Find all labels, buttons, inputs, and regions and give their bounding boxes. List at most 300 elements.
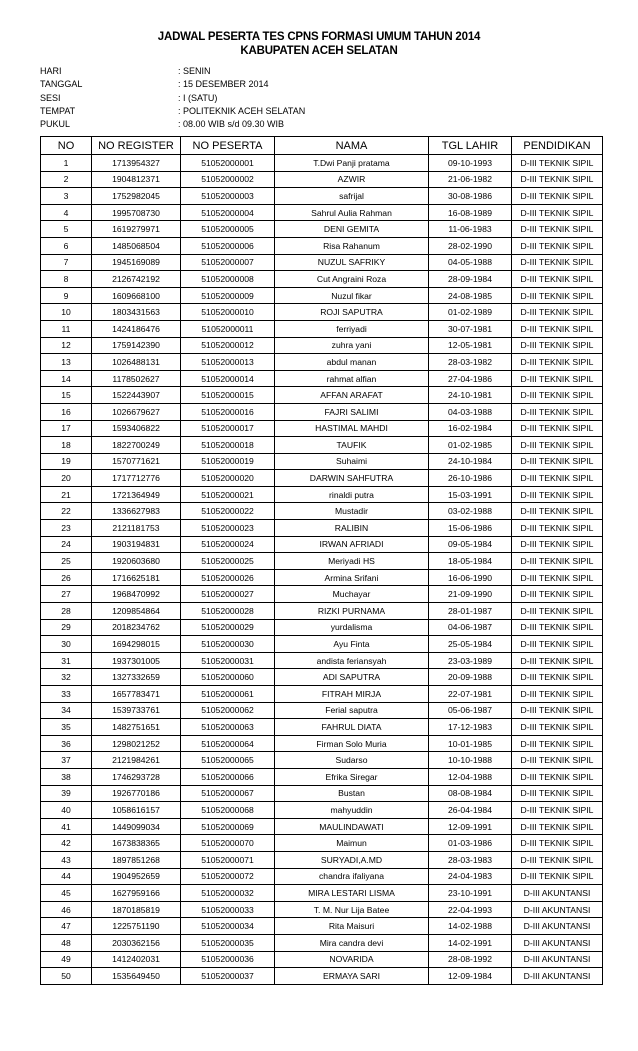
cell-pendidikan: D-III TEKNIK SIPIL <box>512 271 603 288</box>
cell-no-peserta: 51052000069 <box>181 818 275 835</box>
cell-no-register: 1673838365 <box>92 835 181 852</box>
cell-no: 19 <box>41 453 92 470</box>
cell-no: 42 <box>41 835 92 852</box>
cell-pendidikan: D-III TEKNIK SIPIL <box>512 586 603 603</box>
cell-tgl-lahir: 17-12-1983 <box>429 719 512 736</box>
table-row <box>41 901 603 918</box>
cell-tgl-lahir: 01-02-1985 <box>429 437 512 454</box>
column-header-pendidikan: PENDIDIKAN <box>512 137 603 155</box>
cell-no: 40 <box>41 802 92 819</box>
cell-no-register: 1570771621 <box>92 453 181 470</box>
table-row <box>41 337 603 354</box>
table-row <box>41 553 603 570</box>
cell-nama: DENI GEMITA <box>275 221 429 238</box>
table-row <box>41 603 603 620</box>
cell-no: 12 <box>41 337 92 354</box>
cell-no: 15 <box>41 387 92 404</box>
column-header-nama: NAMA <box>275 137 429 155</box>
info-value: : I (SATU) <box>178 92 218 103</box>
cell-nama: RIZKI PURNAMA <box>275 603 429 620</box>
cell-no-peserta: 51052000024 <box>181 536 275 553</box>
cell-pendidikan: D-III TEKNIK SIPIL <box>512 221 603 238</box>
cell-pendidikan: D-III TEKNIK SIPIL <box>512 370 603 387</box>
cell-tgl-lahir: 28-08-1992 <box>429 951 512 968</box>
cell-tgl-lahir: 16-08-1989 <box>429 204 512 221</box>
table-row <box>41 719 603 736</box>
cell-nama: ROJI SAPUTRA <box>275 304 429 321</box>
cell-no-register: 1968470992 <box>92 586 181 603</box>
cell-tgl-lahir: 22-04-1993 <box>429 901 512 918</box>
cell-no-register: 1926770186 <box>92 785 181 802</box>
cell-pendidikan: D-III TEKNIK SIPIL <box>512 403 603 420</box>
table-row <box>41 420 603 437</box>
cell-no-register: 1746293728 <box>92 768 181 785</box>
cell-nama: NOVARIDA <box>275 951 429 968</box>
cell-no-register: 1026679627 <box>92 403 181 420</box>
cell-no-register: 1937301005 <box>92 652 181 669</box>
cell-nama: safrijal <box>275 188 429 205</box>
cell-nama: Sudarso <box>275 752 429 769</box>
cell-nama: Rita Maisuri <box>275 918 429 935</box>
cell-no: 43 <box>41 851 92 868</box>
table-row <box>41 934 603 951</box>
cell-pendidikan: D-III TEKNIK SIPIL <box>512 354 603 371</box>
table-row <box>41 569 603 586</box>
cell-pendidikan: D-III AKUNTANSI <box>512 885 603 902</box>
cell-no-peserta: 51052000033 <box>181 901 275 918</box>
cell-no: 24 <box>41 536 92 553</box>
cell-no: 9 <box>41 287 92 304</box>
info-value: : 15 DESEMBER 2014 <box>178 79 269 90</box>
cell-no-peserta: 51052000019 <box>181 453 275 470</box>
cell-tgl-lahir: 15-03-1991 <box>429 486 512 503</box>
cell-no-peserta: 51052000021 <box>181 486 275 503</box>
cell-no-register: 1485068504 <box>92 237 181 254</box>
cell-no-peserta: 51052000001 <box>181 155 275 172</box>
cell-no-peserta: 51052000017 <box>181 420 275 437</box>
cell-pendidikan: D-III TEKNIK SIPIL <box>512 652 603 669</box>
cell-pendidikan: D-III TEKNIK SIPIL <box>512 851 603 868</box>
info-row <box>40 92 305 105</box>
table-row <box>41 619 603 636</box>
cell-pendidikan: D-III TEKNIK SIPIL <box>512 437 603 454</box>
cell-no: 8 <box>41 271 92 288</box>
cell-nama: Firman Solo Muria <box>275 735 429 752</box>
cell-nama: ferriyadi <box>275 320 429 337</box>
table-row <box>41 204 603 221</box>
cell-tgl-lahir: 14-02-1991 <box>429 934 512 951</box>
cell-no: 32 <box>41 669 92 686</box>
cell-tgl-lahir: 16-02-1984 <box>429 420 512 437</box>
cell-nama: Ayu Finta <box>275 636 429 653</box>
cell-tgl-lahir: 30-07-1981 <box>429 320 512 337</box>
cell-no: 33 <box>41 686 92 703</box>
table-row <box>41 652 603 669</box>
info-label: HARI <box>40 66 62 76</box>
column-header-no-register: NO REGISTER <box>92 137 181 155</box>
cell-tgl-lahir: 08-08-1984 <box>429 785 512 802</box>
cell-no-peserta: 51052000028 <box>181 603 275 620</box>
cell-pendidikan: D-III TEKNIK SIPIL <box>512 171 603 188</box>
cell-tgl-lahir: 09-10-1993 <box>429 155 512 172</box>
cell-no-peserta: 51052000005 <box>181 221 275 238</box>
table-row <box>41 968 603 985</box>
cell-tgl-lahir: 28-03-1983 <box>429 851 512 868</box>
cell-tgl-lahir: 01-03-1986 <box>429 835 512 852</box>
cell-no-register: 1945169089 <box>92 254 181 271</box>
cell-tgl-lahir: 01-02-1989 <box>429 304 512 321</box>
cell-tgl-lahir: 18-05-1984 <box>429 553 512 570</box>
cell-pendidikan: D-III AKUNTANSI <box>512 918 603 935</box>
table-row <box>41 437 603 454</box>
cell-pendidikan: D-III TEKNIK SIPIL <box>512 520 603 537</box>
cell-tgl-lahir: 10-01-1985 <box>429 735 512 752</box>
cell-nama: T.Dwi Panji pratama <box>275 155 429 172</box>
cell-pendidikan: D-III TEKNIK SIPIL <box>512 553 603 570</box>
cell-nama: SURYADI,A.MD <box>275 851 429 868</box>
cell-pendidikan: D-III TEKNIK SIPIL <box>512 453 603 470</box>
cell-no: 46 <box>41 901 92 918</box>
cell-nama: FITRAH MIRJA <box>275 686 429 703</box>
cell-nama: Mira candra devi <box>275 934 429 951</box>
cell-no-register: 1721364949 <box>92 486 181 503</box>
cell-no-register: 1717712776 <box>92 470 181 487</box>
cell-no-register: 1716625181 <box>92 569 181 586</box>
cell-no: 13 <box>41 354 92 371</box>
cell-nama: abdul manan <box>275 354 429 371</box>
cell-no: 29 <box>41 619 92 636</box>
column-header-tgl-lahir: TGL LAHIR <box>429 137 512 155</box>
cell-nama: andista feriansyah <box>275 652 429 669</box>
cell-nama: RALIBIN <box>275 520 429 537</box>
cell-pendidikan: D-III TEKNIK SIPIL <box>512 735 603 752</box>
cell-no-register: 1870185819 <box>92 901 181 918</box>
cell-pendidikan: D-III TEKNIK SIPIL <box>512 802 603 819</box>
cell-pendidikan: D-III TEKNIK SIPIL <box>512 818 603 835</box>
cell-pendidikan: D-III AKUNTANSI <box>512 951 603 968</box>
cell-no-register: 1026488131 <box>92 354 181 371</box>
cell-nama: Muchayar <box>275 586 429 603</box>
cell-no: 10 <box>41 304 92 321</box>
cell-no-peserta: 51052000060 <box>181 669 275 686</box>
document-title: JADWAL PESERTA TES CPNS FORMASI UMUM TAHUN 2014 <box>157 31 481 43</box>
cell-no: 45 <box>41 885 92 902</box>
cell-pendidikan: D-III TEKNIK SIPIL <box>512 785 603 802</box>
table-row <box>41 453 603 470</box>
cell-pendidikan: D-III TEKNIK SIPIL <box>512 536 603 553</box>
cell-no-peserta: 51052000029 <box>181 619 275 636</box>
cell-pendidikan: D-III TEKNIK SIPIL <box>512 188 603 205</box>
cell-no-register: 1822700249 <box>92 437 181 454</box>
cell-no-peserta: 51052000027 <box>181 586 275 603</box>
cell-tgl-lahir: 21-06-1982 <box>429 171 512 188</box>
table-row <box>41 885 603 902</box>
cell-nama: chandra ifaliyana <box>275 868 429 885</box>
cell-tgl-lahir: 15-06-1986 <box>429 520 512 537</box>
cell-nama: yurdalisma <box>275 619 429 636</box>
cell-tgl-lahir: 04-05-1988 <box>429 254 512 271</box>
cell-tgl-lahir: 24-04-1983 <box>429 868 512 885</box>
info-label: SESI <box>40 92 61 103</box>
cell-pendidikan: D-III TEKNIK SIPIL <box>512 669 603 686</box>
table-row <box>41 768 603 785</box>
cell-pendidikan: D-III TEKNIK SIPIL <box>512 768 603 785</box>
cell-pendidikan: D-III TEKNIK SIPIL <box>512 702 603 719</box>
info-row <box>40 65 305 78</box>
cell-no-peserta: 51052000068 <box>181 802 275 819</box>
cell-tgl-lahir: 27-04-1986 <box>429 370 512 387</box>
cell-tgl-lahir: 05-06-1987 <box>429 702 512 719</box>
cell-no: 38 <box>41 768 92 785</box>
cell-no: 34 <box>41 702 92 719</box>
cell-nama: NUZUL SAFRIKY <box>275 254 429 271</box>
cell-nama: Nuzul fikar <box>275 287 429 304</box>
cell-no-register: 1482751651 <box>92 719 181 736</box>
cell-no-register: 1535649450 <box>92 968 181 985</box>
cell-tgl-lahir: 28-02-1990 <box>429 237 512 254</box>
cell-no-peserta: 51052000004 <box>181 204 275 221</box>
cell-no-register: 1903194831 <box>92 536 181 553</box>
table-row <box>41 752 603 769</box>
cell-pendidikan: D-III TEKNIK SIPIL <box>512 387 603 404</box>
cell-no-peserta: 51052000035 <box>181 934 275 951</box>
cell-no-register: 1593406822 <box>92 420 181 437</box>
cell-nama: rahmat alfian <box>275 370 429 387</box>
cell-nama: Maimun <box>275 835 429 852</box>
info-row <box>40 118 305 131</box>
cell-no: 26 <box>41 569 92 586</box>
cell-no: 49 <box>41 951 92 968</box>
table-row <box>41 486 603 503</box>
participant-table <box>40 136 603 985</box>
cell-tgl-lahir: 23-10-1991 <box>429 885 512 902</box>
cell-nama: Risa Rahanum <box>275 237 429 254</box>
cell-nama: Meriyadi HS <box>275 553 429 570</box>
cell-no: 48 <box>41 934 92 951</box>
cell-no-register: 1336627983 <box>92 503 181 520</box>
cell-no: 41 <box>41 818 92 835</box>
table-row <box>41 785 603 802</box>
cell-nama: AFFAN ARAFAT <box>275 387 429 404</box>
cell-nama: T. M. Nur Lija Batee <box>275 901 429 918</box>
cell-pendidikan: D-III TEKNIK SIPIL <box>512 503 603 520</box>
cell-nama: Bustan <box>275 785 429 802</box>
cell-pendidikan: D-III TEKNIK SIPIL <box>512 287 603 304</box>
cell-no-register: 1412402031 <box>92 951 181 968</box>
cell-nama: ERMAYA SARI <box>275 968 429 985</box>
cell-pendidikan: D-III TEKNIK SIPIL <box>512 569 603 586</box>
cell-nama: Efrika Siregar <box>275 768 429 785</box>
cell-no-peserta: 51052000065 <box>181 752 275 769</box>
cell-no: 16 <box>41 403 92 420</box>
info-row <box>40 105 305 118</box>
cell-pendidikan: D-III TEKNIK SIPIL <box>512 835 603 852</box>
cell-tgl-lahir: 09-05-1984 <box>429 536 512 553</box>
cell-no-peserta: 51052000061 <box>181 686 275 703</box>
cell-no-peserta: 51052000063 <box>181 719 275 736</box>
info-label: TEMPAT <box>40 105 76 116</box>
cell-tgl-lahir: 20-09-1988 <box>429 669 512 686</box>
cell-no: 22 <box>41 503 92 520</box>
cell-no-peserta: 51052000010 <box>181 304 275 321</box>
cell-nama: Armina Srifani <box>275 569 429 586</box>
cell-no: 31 <box>41 652 92 669</box>
cell-no: 36 <box>41 735 92 752</box>
cell-no-register: 1713954327 <box>92 155 181 172</box>
cell-nama: MAULINDAWATI <box>275 818 429 835</box>
cell-no: 27 <box>41 586 92 603</box>
cell-pendidikan: D-III TEKNIK SIPIL <box>512 155 603 172</box>
table-row <box>41 304 603 321</box>
table-header-row <box>41 137 603 155</box>
cell-tgl-lahir: 26-04-1984 <box>429 802 512 819</box>
cell-no-peserta: 51052000067 <box>181 785 275 802</box>
cell-no-peserta: 51052000015 <box>181 387 275 404</box>
table-row <box>41 686 603 703</box>
cell-no-register: 1225751190 <box>92 918 181 935</box>
cell-no: 37 <box>41 752 92 769</box>
cell-tgl-lahir: 23-03-1989 <box>429 652 512 669</box>
cell-nama: rinaldi putra <box>275 486 429 503</box>
cell-no-register: 1920603680 <box>92 553 181 570</box>
cell-nama: Cut Angraini Roza <box>275 271 429 288</box>
table-row <box>41 221 603 238</box>
cell-no: 25 <box>41 553 92 570</box>
schedule-info <box>40 65 305 131</box>
cell-no: 1 <box>41 155 92 172</box>
cell-no-register: 1539733761 <box>92 702 181 719</box>
cell-no-register: 1424186476 <box>92 320 181 337</box>
cell-no: 44 <box>41 868 92 885</box>
cell-no: 2 <box>41 171 92 188</box>
cell-no-peserta: 51052000025 <box>181 553 275 570</box>
table-row <box>41 835 603 852</box>
cell-no-peserta: 51052000016 <box>181 403 275 420</box>
cell-no-register: 1759142390 <box>92 337 181 354</box>
table-row <box>41 271 603 288</box>
cell-no-register: 1752982045 <box>92 188 181 205</box>
cell-pendidikan: D-III TEKNIK SIPIL <box>512 603 603 620</box>
cell-no-peserta: 51052000064 <box>181 735 275 752</box>
column-header-no: NO <box>41 137 92 155</box>
cell-no-register: 1904952659 <box>92 868 181 885</box>
cell-no: 7 <box>41 254 92 271</box>
cell-tgl-lahir: 12-09-1991 <box>429 818 512 835</box>
table-row <box>41 520 603 537</box>
table-row <box>41 669 603 686</box>
cell-tgl-lahir: 28-03-1982 <box>429 354 512 371</box>
cell-no-register: 1449099034 <box>92 818 181 835</box>
cell-no-peserta: 51052000066 <box>181 768 275 785</box>
table-row <box>41 470 603 487</box>
table-row <box>41 155 603 172</box>
cell-no-register: 1627959166 <box>92 885 181 902</box>
table-row <box>41 354 603 371</box>
cell-nama: HASTIMAL MAHDI <box>275 420 429 437</box>
cell-no-peserta: 51052000014 <box>181 370 275 387</box>
cell-no-peserta: 51052000003 <box>181 188 275 205</box>
cell-no: 6 <box>41 237 92 254</box>
info-value: : SENIN <box>178 66 211 76</box>
cell-no: 21 <box>41 486 92 503</box>
cell-nama: MIRA LESTARI LISMA <box>275 885 429 902</box>
cell-nama: DARWIN SAHFUTRA <box>275 470 429 487</box>
cell-nama: Suhaimi <box>275 453 429 470</box>
cell-no-peserta: 51052000037 <box>181 968 275 985</box>
cell-no-peserta: 51052000008 <box>181 271 275 288</box>
cell-no: 35 <box>41 719 92 736</box>
table-row <box>41 636 603 653</box>
info-value: : 08.00 WIB s/d 09.30 WIB <box>178 119 285 130</box>
cell-no: 4 <box>41 204 92 221</box>
cell-no: 11 <box>41 320 92 337</box>
cell-no-register: 1327332659 <box>92 669 181 686</box>
table-row <box>41 868 603 885</box>
table-row <box>41 287 603 304</box>
cell-pendidikan: D-III TEKNIK SIPIL <box>512 304 603 321</box>
cell-no-register: 2030362156 <box>92 934 181 951</box>
cell-tgl-lahir: 11-06-1983 <box>429 221 512 238</box>
cell-tgl-lahir: 25-05-1984 <box>429 636 512 653</box>
cell-no: 20 <box>41 470 92 487</box>
cell-no-peserta: 51052000007 <box>181 254 275 271</box>
cell-no-peserta: 51052000018 <box>181 437 275 454</box>
cell-tgl-lahir: 14-02-1988 <box>429 918 512 935</box>
table-row <box>41 802 603 819</box>
cell-no-register: 1522443907 <box>92 387 181 404</box>
cell-nama: mahyuddin <box>275 802 429 819</box>
table-row <box>41 387 603 404</box>
cell-pendidikan: D-III TEKNIK SIPIL <box>512 320 603 337</box>
cell-no-peserta: 51052000023 <box>181 520 275 537</box>
info-label: TANGGAL <box>40 79 83 90</box>
cell-no-register: 1897851268 <box>92 851 181 868</box>
cell-no-peserta: 51052000071 <box>181 851 275 868</box>
table-row <box>41 237 603 254</box>
cell-nama: Mustadir <box>275 503 429 520</box>
cell-no-register: 2018234762 <box>92 619 181 636</box>
cell-no-register: 1298021252 <box>92 735 181 752</box>
cell-no: 23 <box>41 520 92 537</box>
cell-nama: AZWIR <box>275 171 429 188</box>
cell-no-register: 1609668100 <box>92 287 181 304</box>
table-row <box>41 536 603 553</box>
info-row <box>40 78 305 91</box>
table-row <box>41 818 603 835</box>
table-row <box>41 503 603 520</box>
cell-tgl-lahir: 26-10-1986 <box>429 470 512 487</box>
cell-no-register: 1904812371 <box>92 171 181 188</box>
cell-tgl-lahir: 24-10-1981 <box>429 387 512 404</box>
cell-pendidikan: D-III TEKNIK SIPIL <box>512 470 603 487</box>
cell-tgl-lahir: 03-02-1988 <box>429 503 512 520</box>
table-row <box>41 918 603 935</box>
cell-no-peserta: 51052000026 <box>181 569 275 586</box>
cell-no-peserta: 51052000006 <box>181 237 275 254</box>
cell-nama: zuhra yani <box>275 337 429 354</box>
cell-no-peserta: 51052000020 <box>181 470 275 487</box>
cell-tgl-lahir: 24-10-1984 <box>429 453 512 470</box>
cell-no-peserta: 51052000030 <box>181 636 275 653</box>
table-row <box>41 254 603 271</box>
document-subtitle: KABUPATEN ACEH SELATAN <box>240 45 398 57</box>
cell-no-register: 2121181753 <box>92 520 181 537</box>
cell-no-peserta: 51052000032 <box>181 885 275 902</box>
cell-pendidikan: D-III TEKNIK SIPIL <box>512 420 603 437</box>
cell-pendidikan: D-III TEKNIK SIPIL <box>512 868 603 885</box>
cell-pendidikan: D-III TEKNIK SIPIL <box>512 204 603 221</box>
cell-pendidikan: D-III TEKNIK SIPIL <box>512 254 603 271</box>
